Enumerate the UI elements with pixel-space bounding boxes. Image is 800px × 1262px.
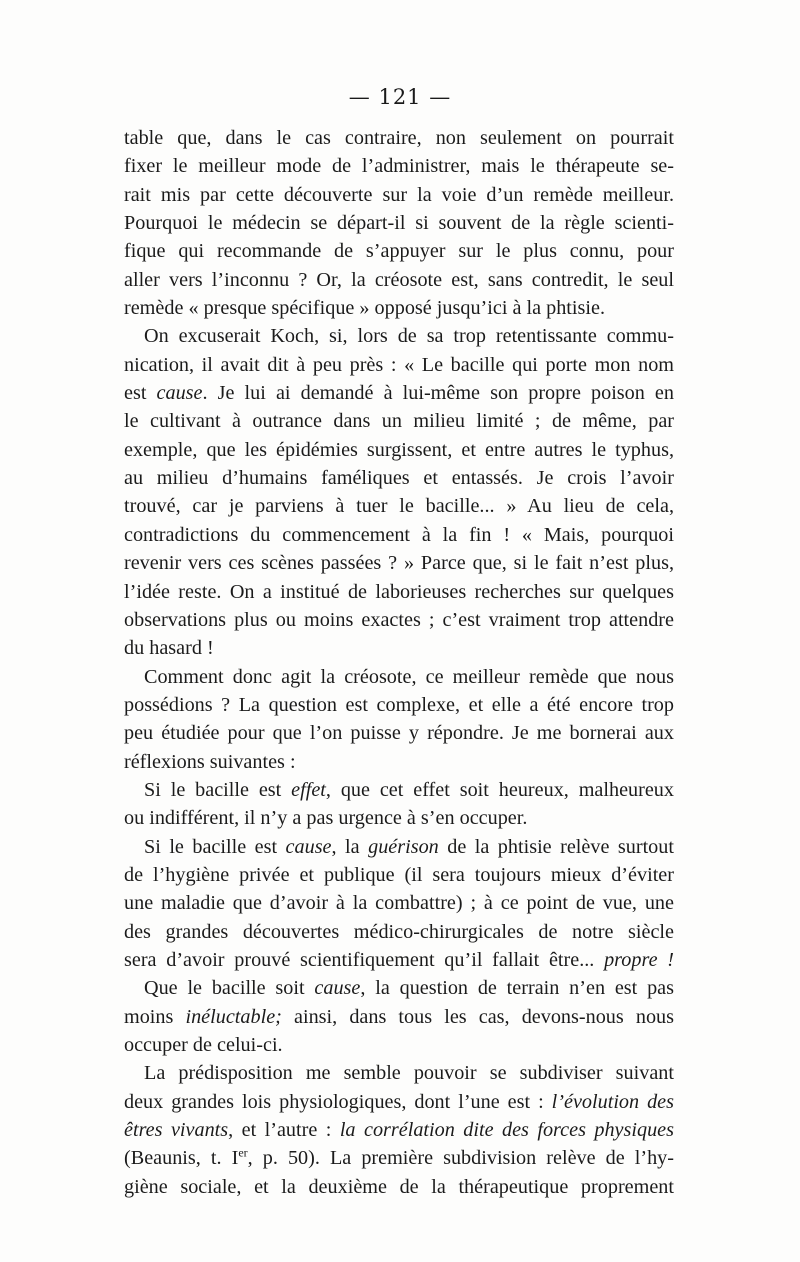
italic-run: inéluctable; [185, 1005, 282, 1028]
text-run: , et l’autre : [228, 1119, 340, 1142]
text-line [124, 1144, 674, 1172]
italic-run: cause [285, 835, 332, 858]
text-line: La prédisposition me semble pouvoir se subdiviser suivant [144, 1062, 674, 1085]
text-line: des grandes découvertes médico-chirurgicales de notre siècle [124, 920, 674, 943]
italic-run: propre ! [604, 948, 674, 971]
text-line: revenir vers ces scènes passées ? » Parce que, si le fait n’est plus, [124, 552, 674, 575]
text-line [124, 1003, 674, 1031]
text-run: Si le bacille est [144, 835, 286, 858]
text-line [124, 1116, 674, 1144]
italic-run: l’évolution des [551, 1090, 674, 1113]
text-line: fixer le meilleur mode de l’administrer, mais le thérapeute se- [124, 155, 674, 178]
text-line: giène sociale, et la deuxième de la thérapeutique proprement [124, 1175, 674, 1198]
text-line: le cultivant à outrance dans un milieu limité ; de même, par [124, 410, 674, 433]
text-line: remède « presque spécifique » opposé jusqu’ici à la phtisie. [124, 297, 605, 320]
text-line: aller vers l’inconnu ? Or, la créosote est, sans contredit, le seul [124, 268, 674, 291]
text-run: , p. 50). La première subdivision relève de l’hy- [247, 1147, 674, 1170]
text-run: . Je lui ai demandé à lui-même son propre poison en [202, 382, 674, 405]
text-run: ainsi, dans tous les cas, devons-nous nous [281, 1005, 674, 1028]
text-run: de la phtisie relève surtout [438, 835, 674, 858]
superscript: er [238, 1145, 248, 1160]
text-line [124, 1088, 674, 1116]
text-line: On excuserait Koch, si, lors de sa trop retentissante commu- [144, 325, 674, 348]
text-line: une maladie que d’avoir à la combattre) ; à ce point de vue, une [124, 892, 674, 915]
text-run: deux grandes lois physiologiques, dont l’une est : [124, 1090, 552, 1113]
text-line: contradictions du commencement à la fin ! « Mais, pourquoi [124, 523, 674, 546]
text-line: au milieu d’humains faméliques et entassés. Je crois l’avoir [124, 467, 674, 490]
page-number: — 121 — [348, 85, 452, 109]
text-line: réflexions suivantes : [124, 750, 296, 773]
text-run: , la question de terrain n’en est pas [360, 977, 674, 1000]
text-line: rait mis par cette découverte sur la voie d’un remède meilleur. [124, 183, 674, 206]
text-line: de l’hygiène privée et publique (il sera toujours mieux d’éviter [124, 863, 674, 886]
text-line: observations plus ou moins exactes ; c’est vraiment trop attendre [124, 608, 674, 631]
text-line [124, 974, 674, 1002]
text-run: (Beaunis, t. I [124, 1147, 239, 1170]
italic-run: cause [156, 382, 203, 405]
body-text [124, 124, 674, 1201]
italic-run: guérison [368, 835, 439, 858]
text-run: sera d’avoir prouvé scientifiquement qu’il fallait être... [124, 948, 605, 971]
text-line [124, 946, 674, 974]
text-run: , la [331, 835, 369, 858]
italic-run: êtres vivants [124, 1119, 229, 1142]
text-line: occuper de celui-ci. [124, 1034, 283, 1056]
italic-run: cause [314, 977, 361, 1000]
text-line: trouvé, car je parviens à tuer le bacille... » Au lieu de cela, [124, 495, 674, 518]
italic-run: effet [291, 778, 326, 801]
text-run: est [124, 382, 157, 405]
text-line: exemple, que les épidémies surgissent, et entre autres le typhus, [124, 438, 674, 461]
text-line [124, 833, 674, 861]
text-line: Pourquoi le médecin se départ-il si souvent de la règle scienti- [124, 212, 674, 235]
text-line [124, 379, 674, 407]
text-line: fique qui recommande de s’appuyer sur le plus connu, pour [124, 240, 674, 263]
text-run: Que le bacille soit [144, 977, 315, 1000]
italic-run: la corrélation dite des forces physiques [339, 1119, 674, 1142]
text-run: Si le bacille est [144, 778, 292, 801]
text-line: ou indifférent, il n’y a pas urgence à s’en occuper. [124, 807, 528, 830]
text-run: moins [124, 1005, 186, 1028]
text-line: possédions ? La question est complexe, et elle a été encore trop [124, 693, 674, 716]
text-line [124, 776, 674, 804]
text-run: , que cet effet soit heureux, malheureux [325, 778, 674, 801]
text-line: l’idée reste. On a institué de laborieuses recherches sur quelques [124, 580, 674, 603]
text-line: peu étudiée pour que l’on puisse y répondre. Je me bornerai aux [124, 722, 674, 745]
text-line: du hasard ! [124, 637, 214, 660]
text-line: Comment donc agit la créosote, ce meilleur remède que nous [144, 665, 674, 688]
text-line: table que, dans le cas contraire, non seulement on pourrait [124, 127, 674, 149]
text-line: nication, il avait dit à peu près : « Le bacille qui porte mon nom [124, 353, 674, 376]
